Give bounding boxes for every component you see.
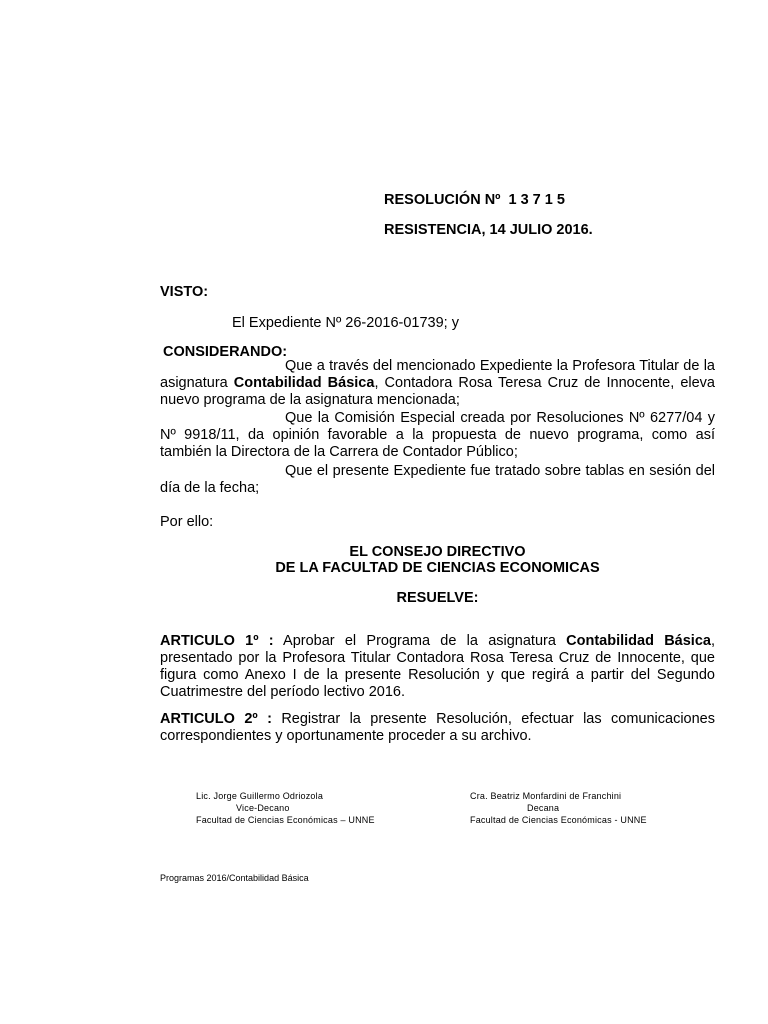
- signature-right-org: Facultad de Ciencias Económicas - UNNE: [470, 815, 647, 825]
- signature-left-org: Facultad de Ciencias Económicas – UNNE: [196, 815, 375, 825]
- articulo-1-text-end: , presentado por la Profesora Titular Contadora Rosa Teresa Cruz de Innocente, que figura como Anexo I de la presente Resolución y que regirá a partir del Segundo Cuatrimestre del período lectivo 2016.: [160, 633, 715, 700]
- articulo-2-text: Registrar la presente Resolución, efectuar las comunicaciones correspondientes y oportunamente proceder a su archivo.: [160, 711, 715, 744]
- signature-right-name: Cra. Beatriz Monfardini de Franchini: [470, 791, 622, 801]
- place-date: RESISTENCIA, 14 JULIO 2016.: [384, 222, 593, 238]
- considerando-heading: CONSIDERANDO:: [163, 344, 288, 360]
- articulo-1-text: Aprobar el Programa de la asignatura: [273, 633, 567, 649]
- signature-right: [470, 790, 647, 826]
- articulo-1-label: ARTICULO 1º :: [160, 633, 274, 649]
- signature-left-role: Vice-Decano: [236, 803, 290, 813]
- consejo-line-1: EL CONSEJO DIRECTIVO: [349, 544, 526, 560]
- considerando-p1-text: Que a través del mencionado Expediente la Profesora Titular de la asignatura: [160, 358, 715, 391]
- articulo-2-label: ARTICULO 2º :: [160, 711, 272, 727]
- considerando-paragraph-2: Que la Comisión Especial creada por Resoluciones Nº 6277/04 y Nº 9918/11, da opinión favorable a la propuesta de nuevo programa, como así también la Directora de la Carrera de Contador Público;: [160, 410, 715, 460]
- considerando-paragraph-1: [160, 358, 715, 409]
- visto-text: El Expediente Nº 26-2016-01739; y: [232, 315, 459, 331]
- articulo-2: [160, 711, 715, 745]
- footer-reference: Programas 2016/Contabilidad Básica: [160, 873, 309, 883]
- por-ello: Por ello:: [160, 514, 214, 530]
- considerando-paragraph-3: Que el presente Expediente fue tratado sobre tablas en sesión del día de la fecha;: [160, 463, 715, 496]
- visto-heading: VISTO:: [160, 284, 209, 300]
- consejo-heading: [160, 544, 715, 576]
- considerando-p1-text-end: , Contadora Rosa Teresa Cruz de Innocente, eleva nuevo programa de la asignatura mencionada;: [160, 375, 715, 408]
- resolution-number: 1 3 7 1 5: [508, 192, 565, 208]
- resuelve-heading: RESUELVE:: [396, 590, 479, 606]
- articulo-1-subject: Contabilidad Básica: [566, 633, 711, 649]
- articulo-1: [160, 633, 715, 701]
- resolution-label: RESOLUCIÓN Nº: [384, 192, 501, 208]
- consejo-line-2: DE LA FACULTAD DE CIENCIAS ECONOMICAS: [275, 560, 600, 576]
- signature-left-name: Lic. Jorge Guillermo Odriozola: [196, 791, 324, 801]
- resolution-title: [384, 192, 565, 208]
- signature-right-role: Decana: [527, 803, 560, 813]
- subject-name: Contabilidad Básica: [233, 375, 375, 391]
- signature-left: [196, 790, 375, 826]
